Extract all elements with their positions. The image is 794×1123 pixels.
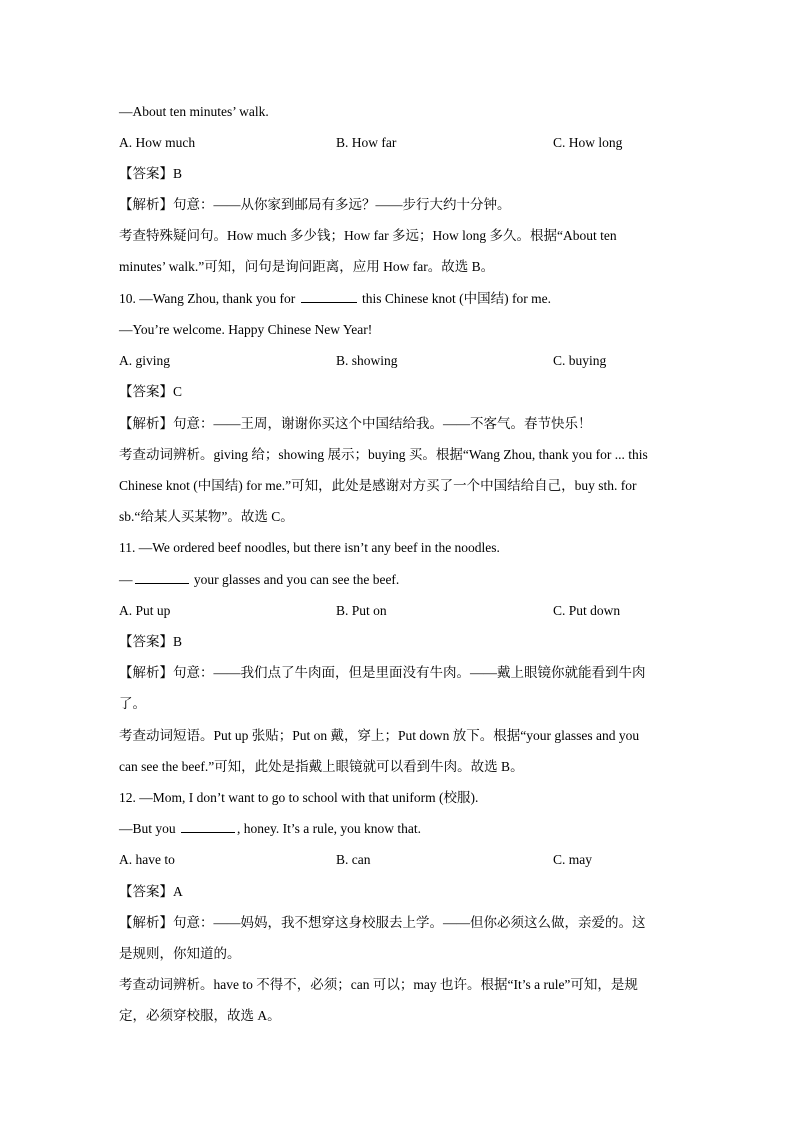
q10-explanation-2: 考查动词辨析。giving 给；showing 展示；buying 买。根据“Wang Zhou, thank you for ... this [119,447,648,462]
q12-option-a: A. have to [119,852,175,867]
q11-stem: 11. —We ordered beef noodles, but there isn’t any beef in the noodles. [119,540,500,555]
q9-option-b: B. How far [336,135,397,150]
q10-explanation-4: sb.“给某人买某物”。故选 C。 [119,509,294,524]
q9-option-c: C. How long [553,135,623,150]
q10-stem [119,289,679,309]
q11-explanation-2: 了。 [119,696,146,711]
q10-explanation-1: 【解析】句意：——王周，谢谢你买这个中国结给我。——不客气。春节快乐！ [119,416,592,431]
q12-reply-post: , honey. It’s a rule, you know that. [237,821,421,836]
q11-reply-pre: — [119,572,133,587]
q11-reply [119,570,679,590]
q9-option-a: A. How much [119,135,196,150]
q12-explanation-2: 是规则，你知道的。 [119,946,241,961]
q9-explanation-3: minutes’ walk.”可知，问句是询问距离，应用 How far。故选 B。 [119,259,495,274]
q10-option-a: A. giving [119,353,171,368]
q11-explanation-4: can see the beef.”可知，此处是指戴上眼镜就可以看到牛肉。故选 B。 [119,759,524,774]
q12-reply-pre: —But you [119,821,176,836]
q11-option-b: B. Put on [336,603,387,618]
q12-explanation-4: 定，必须穿校服，故选 A。 [119,1008,281,1023]
q11-explanation-3: 考查动词短语。Put up 张贴；Put on 戴，穿上；Put down 放下。根据“your glasses and you [119,728,640,743]
q12-reply [119,819,679,839]
q12-blank [181,820,235,833]
q10-stem-post: this Chinese knot (中国结) for me. [362,291,551,306]
q10-stem-pre: 10. —Wang Zhou, thank you for [119,291,296,306]
q9-answer: 【答案】B [119,166,183,181]
q11-explanation-1: 【解析】句意：——我们点了牛肉面，但是里面没有牛肉。——戴上眼镜你就能看到牛肉 [119,665,646,680]
q10-reply: —You’re welcome. Happy Chinese New Year! [119,322,373,337]
q10-answer: 【答案】C [119,384,183,399]
q10-option-b: B. showing [336,353,398,368]
q12-stem: 12. —Mom, I don’t want to go to school with that uniform (校服). [119,790,479,805]
q11-answer: 【答案】B [119,634,183,649]
q12-explanation-3: 考查动词辨析。have to 不得不，必须；can 可以；may 也许。根据“It’s a rule”可知，是规 [119,977,638,992]
q11-reply-post: your glasses and you can see the beef. [193,572,400,587]
q12-explanation-1: 【解析】句意：——妈妈，我不想穿这身校服去上学。——但你必须这么做，亲爱的。这 [119,915,646,930]
q9-explanation-2: 考查特殊疑问句。How much 多少钱；How far 多远；How long 多久。根据“About ten [119,228,617,243]
q11-blank [135,571,189,584]
q10-option-c: C. buying [553,353,607,368]
q12-option-c: C. may [553,852,592,867]
q9-explanation-1: 【解析】句意：——从你家到邮局有多远？——步行大约十分钟。 [119,197,511,212]
q10-explanation-3: Chinese knot (中国结) for me.”可知，此处是感谢对方买了一个中国结给自己，buy sth. for [119,478,637,493]
q11-option-a: A. Put up [119,603,171,618]
q9-reply: —About ten minutes’ walk. [119,104,269,119]
q10-blank [301,290,357,303]
q11-option-c: C. Put down [553,603,621,618]
q12-option-b: B. can [336,852,371,867]
q12-answer: 【答案】A [119,884,183,899]
